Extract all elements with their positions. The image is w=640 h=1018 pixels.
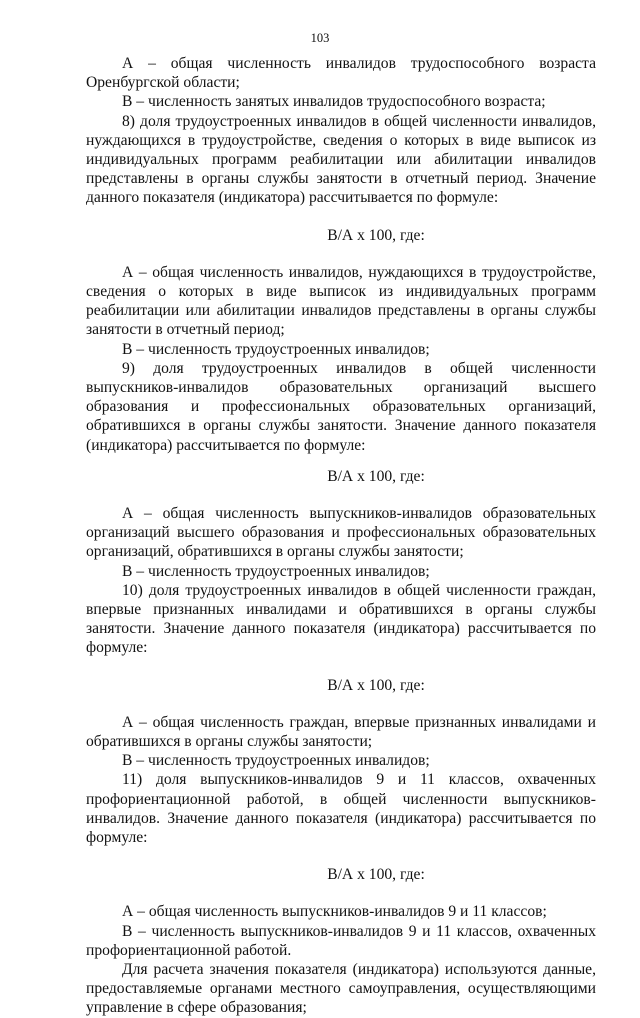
formula: В/А х 100, где:: [327, 467, 425, 485]
formula: В/А х 100, где:: [327, 676, 425, 694]
paragraph: В – численность занятых инвалидов трудоспособного возраста;: [122, 93, 546, 111]
paragraph: В – численность выпускников-инвалидов 9 и 11 классов, охваченных профориентационной работой.: [86, 922, 596, 959]
paragraph: А – общая численность граждан, впервые признанных инвалидами и обратившихся в органы службы занятости;: [86, 713, 596, 751]
paragraph: 11) доля выпускников-инвалидов 9 и 11 классов, охваченных профориентационной работой, в общей численности выпускников-инвалидов. Значение данного показателя (индикатора) рассчитывается по формуле:: [86, 771, 596, 847]
paragraph: В – численность трудоустроенных инвалидов;: [122, 562, 430, 580]
paragraph: 10) доля трудоустроенных инвалидов в общей численности граждан, впервые признанных инвалидами и обратившихся в органы службы занятости. Значение данного показателя (индикатора) рассчитывается по формуле:: [86, 581, 596, 657]
page-number: 103: [310, 31, 330, 45]
paragraph: А – общая численность выпускников-инвалидов образовательных организаций высшего образования и профессиональных образовательных организаций, обратившихся в органы службы занятости;: [86, 505, 596, 561]
document-body: [86, 54, 596, 1018]
paragraph: 8) доля трудоустроенных инвалидов в общей численности инвалидов, нуждающихся в трудоустройстве, сведения о которых в виде выписок из индивидуальных программ реабилитации или абилитации инвалидов представлены в органы службы занятости в отчетный период. Значение данного показателя (индикатора) рассчитывается по формуле:: [86, 112, 596, 207]
paragraph: 9) доля трудоустроенных инвалидов в общей численности выпускников-инвалидов образовательных организаций высшего образования и профессиональных образовательных организаций, обратившихся в органы службы занятости. Значение данного показателя (индикатора) рассчитывается по формуле:: [86, 359, 596, 454]
paragraph: В – численность трудоустроенных инвалидов;: [122, 752, 430, 770]
formula: В/А х 100, где:: [327, 866, 425, 884]
paragraph: А – общая численность инвалидов трудоспособного возраста Оренбургской области;: [86, 55, 596, 92]
paragraph: А – общая численность инвалидов, нуждающихся в трудоустройстве, сведения о которых в виде выписок из индивидуальных программ реабилитации или абилитации инвалидов представлены в органы службы занятости в отчетный период;: [86, 263, 596, 339]
paragraph: В – численность трудоустроенных инвалидов;: [122, 340, 430, 358]
paragraph: Для расчета значения показателя (индикатора) используются данные, предоставляемые органами местного самоуправления, осуществляющими управление в сфере образования;: [86, 961, 596, 1017]
formula: В/А х 100, где:: [327, 226, 425, 244]
paragraph: А – общая численность выпускников-инвалидов 9 и 11 классов;: [122, 903, 547, 921]
